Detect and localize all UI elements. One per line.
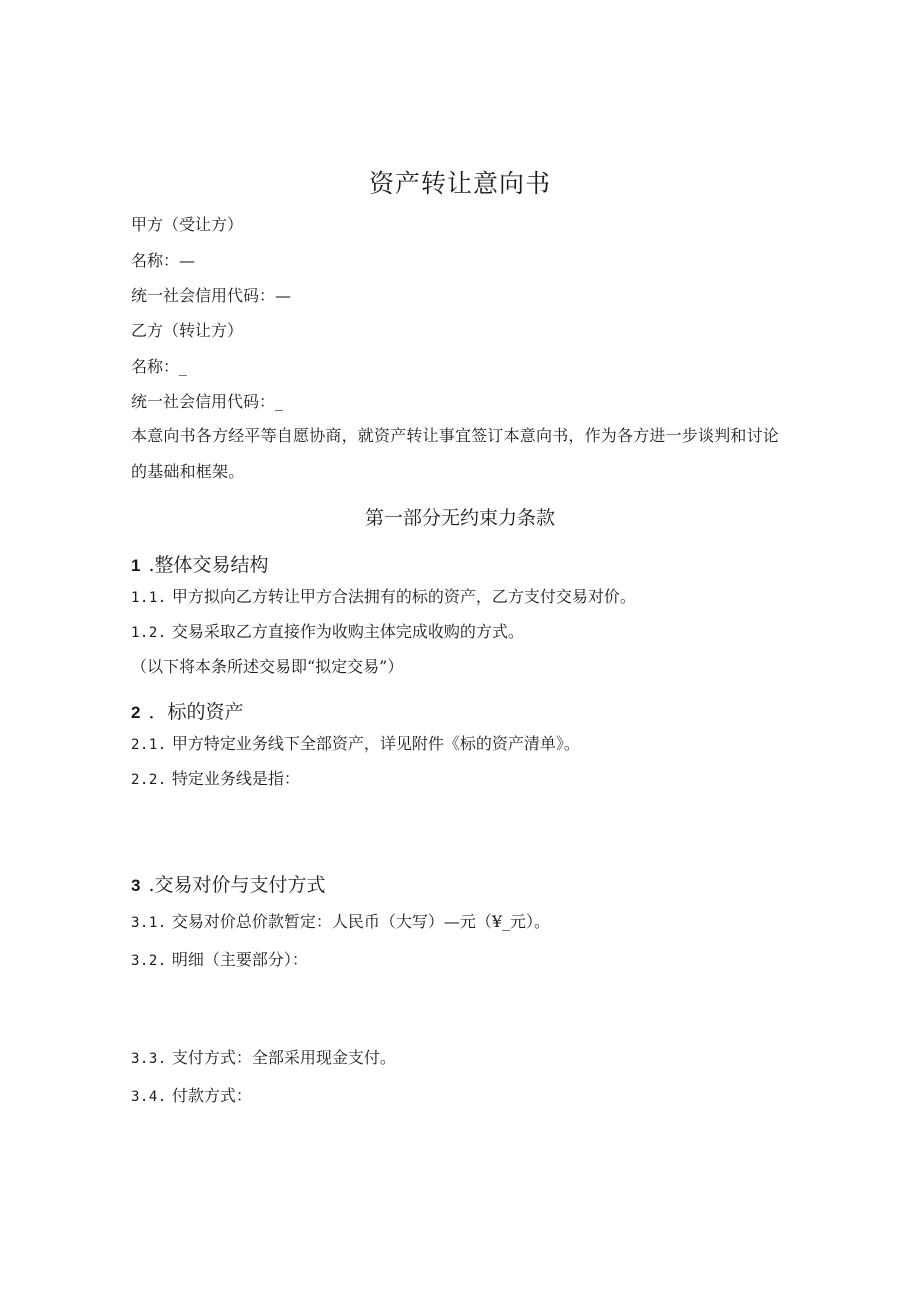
party-b-name: 名称：_ xyxy=(131,357,188,376)
party-a-credit-code: 统一社会信用代码：— xyxy=(131,286,292,305)
section-2-number: 2 xyxy=(131,703,141,722)
clause-number: 3.2. xyxy=(131,953,167,969)
section-2-title: ．标的资产 xyxy=(148,701,244,723)
party-b-credit-code: 统一社会信用代码：_ xyxy=(131,392,284,411)
section-1-number: 1 xyxy=(131,556,141,575)
clause-number: 2.1. xyxy=(131,737,167,753)
clause-number: 2.2. xyxy=(131,772,167,788)
clause-number: 3.4. xyxy=(131,1089,167,1105)
party-a-name: 名称：— xyxy=(131,251,196,270)
section-1-heading xyxy=(131,550,269,577)
clause-text: 明细（主要部分）： xyxy=(171,950,308,969)
intro-paragraph: 本意向书各方经平等自愿协商，就资产转让事宜签订本意向书，作为各方进一步谈判和讨论的基础和框架。 xyxy=(131,426,780,481)
section-1-note: （以下将本条所述交易即“拟定交易”） xyxy=(131,657,404,676)
clause-2-1 xyxy=(131,734,580,755)
clause-text: 交易采取乙方直接作为收购主体完成收购的方式。 xyxy=(171,622,524,641)
clause-text: 甲方特定业务线下全部资产，详见附件《标的资产清单》。 xyxy=(171,734,580,753)
section-3-title: .交易对价与支付方式 xyxy=(148,874,326,896)
clause-1-1 xyxy=(131,587,636,608)
section-3-heading xyxy=(131,870,326,897)
party-a-heading: 甲方（受让方） xyxy=(131,215,244,234)
section-2-heading xyxy=(131,697,243,724)
clause-3-1 xyxy=(131,912,550,933)
clause-number: 1.1. xyxy=(131,590,167,606)
clause-text: 交易对价总价款暂定：人民币（大写）—元（¥_元）。 xyxy=(171,912,550,931)
clause-number: 3.3. xyxy=(131,1051,167,1067)
section-3-number: 3 xyxy=(131,876,141,895)
clause-text: 付款方式： xyxy=(171,1086,252,1105)
clause-3-3 xyxy=(131,1048,396,1069)
section-1-title: .整体交易结构 xyxy=(148,554,269,576)
part-one-title: 第一部分无约束力条款 xyxy=(364,507,555,529)
document-title: 资产转让意向书 xyxy=(368,169,551,198)
party-b-heading: 乙方（转让方） xyxy=(131,321,244,340)
clause-text: 支付方式：全部采用现金支付。 xyxy=(171,1048,396,1067)
clause-number: 1.2. xyxy=(131,625,167,641)
clause-text: 特定业务线是指： xyxy=(171,769,300,788)
clause-2-2 xyxy=(131,769,300,790)
clause-3-2 xyxy=(131,950,308,971)
clause-1-2 xyxy=(131,622,524,643)
clause-text: 甲方拟向乙方转让甲方合法拥有的标的资产，乙方支付交易对价。 xyxy=(171,587,636,606)
clause-3-4 xyxy=(131,1086,252,1107)
clause-number: 3.1. xyxy=(131,915,167,931)
